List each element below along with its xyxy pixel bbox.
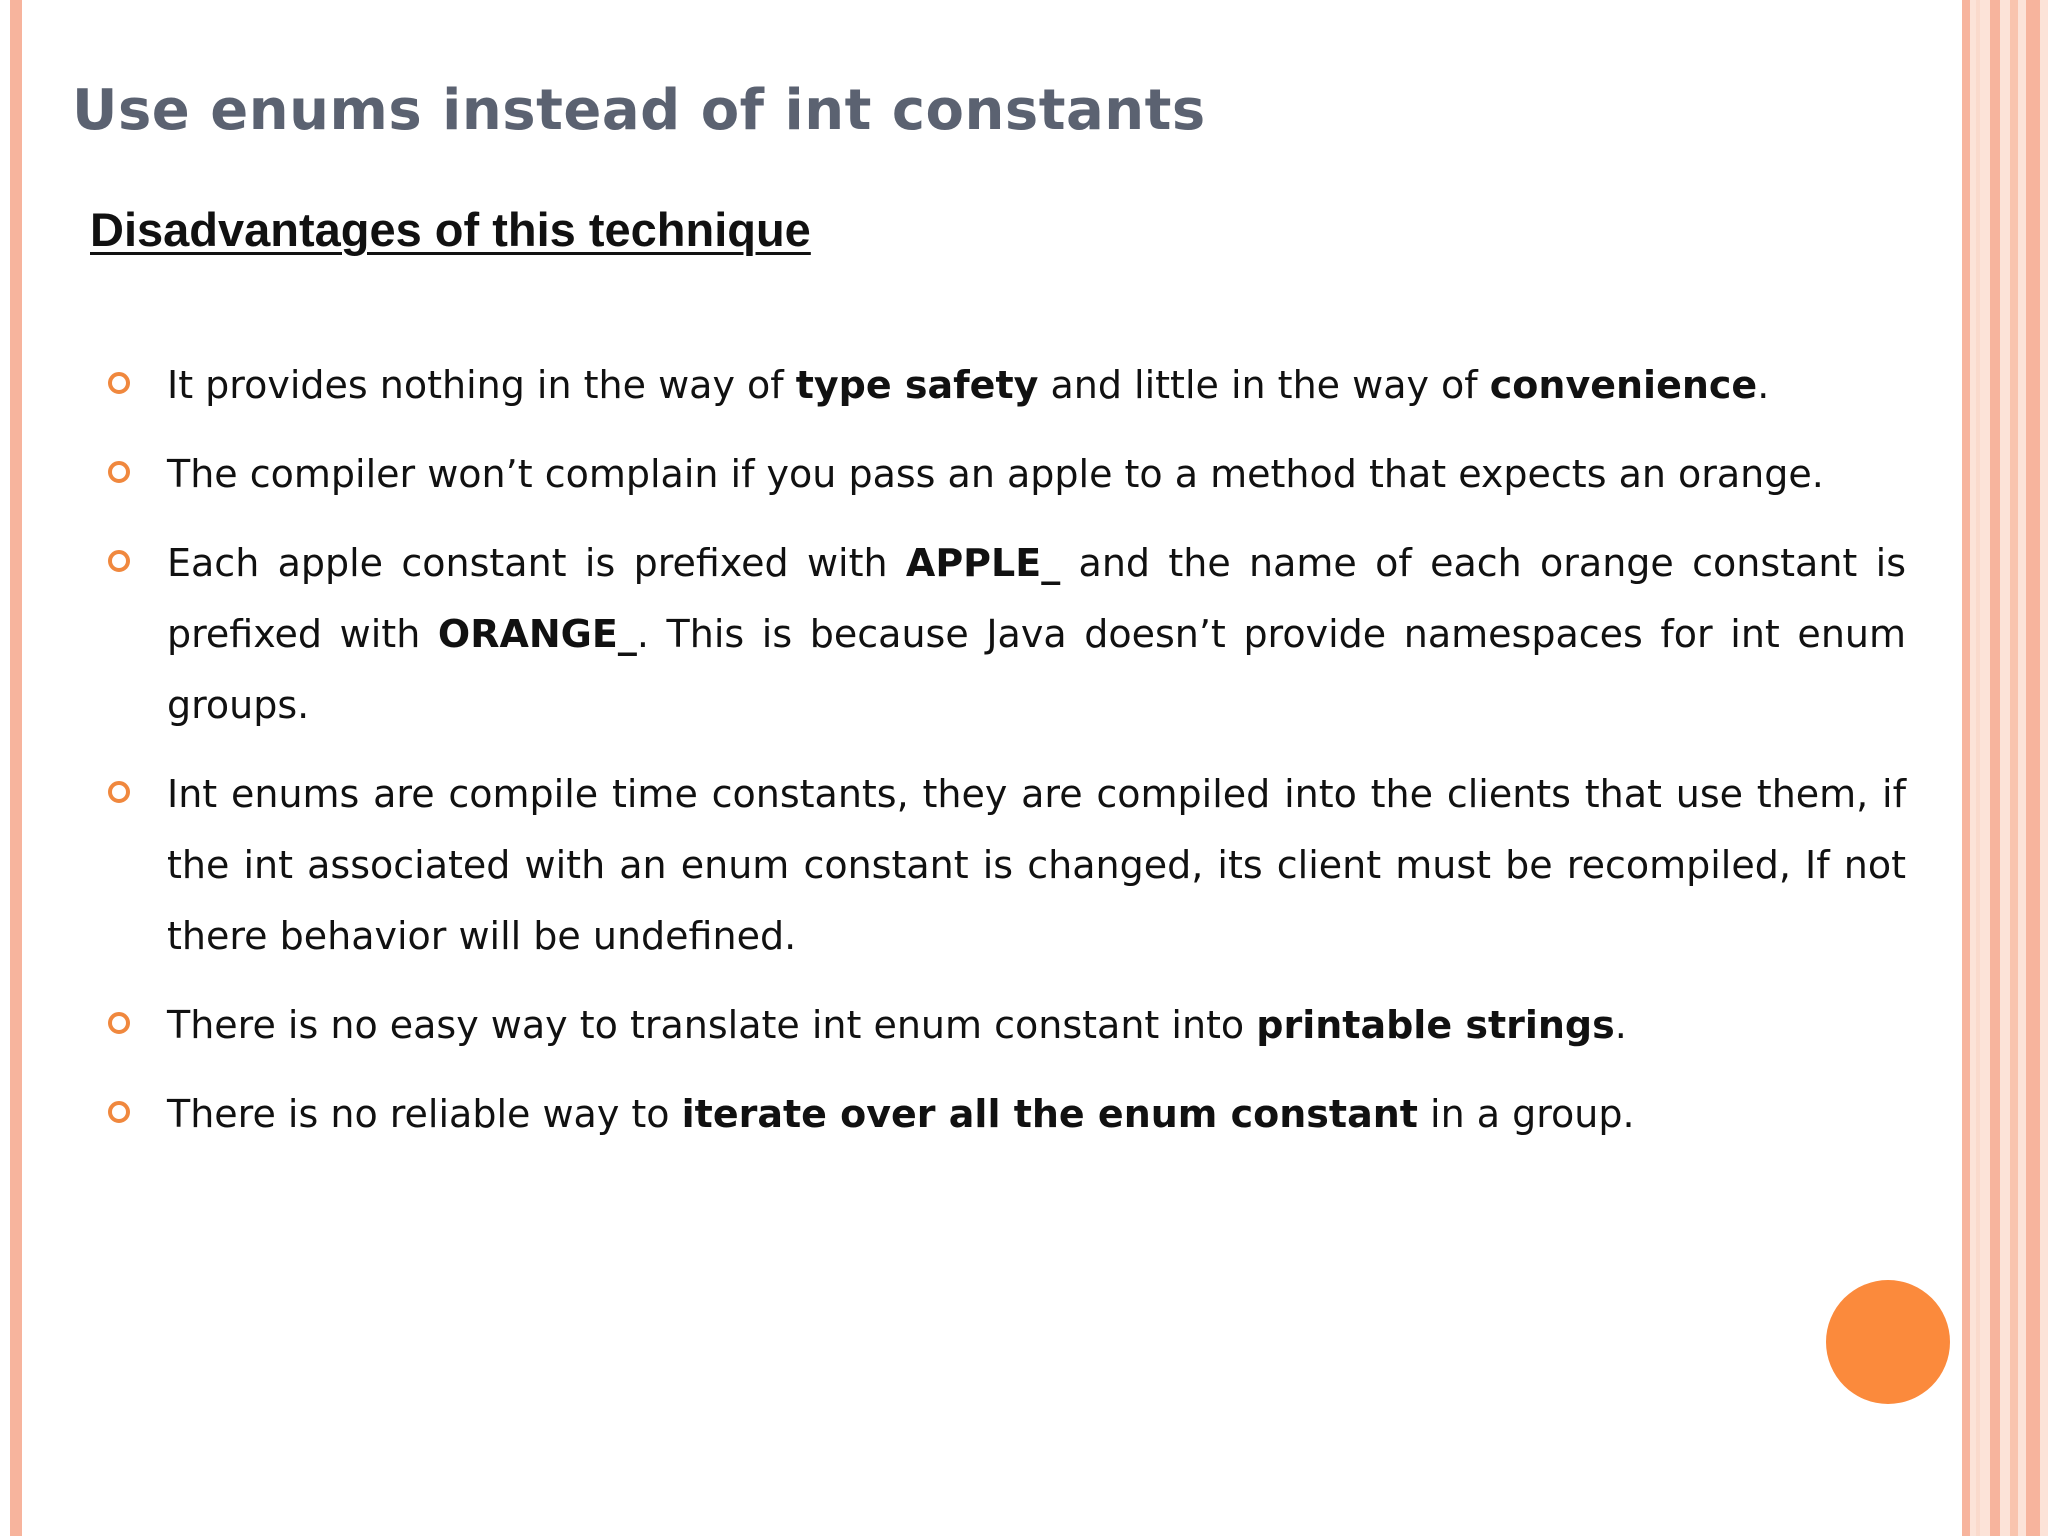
slide-title: Use enums instead of int constants (72, 78, 1206, 143)
ring-bullet-icon (108, 1012, 130, 1034)
bullet-emphasis: ORANGE_ (437, 612, 637, 656)
ring-bullet-icon (108, 372, 130, 394)
bullet-emphasis: printable strings (1256, 1003, 1615, 1047)
bullet-emphasis: APPLE_ (905, 541, 1061, 585)
right-border-stripe (2026, 0, 2040, 1536)
bullet-text: Each apple constant is prefixed with (167, 541, 906, 585)
bullet-text: It provides nothing in the way of (167, 363, 796, 407)
bullet-text: There is no reliable way to (167, 1092, 682, 1136)
bullet-text: and the name of each orange constant is prefixed with (167, 541, 1906, 656)
bullet-text: . (1757, 363, 1770, 407)
bullet-text: in a group. (1417, 1092, 1635, 1136)
orange-circle-icon (1826, 1280, 1950, 1404)
bullet-emphasis: type safety (795, 363, 1039, 407)
bullet-item (0, 1079, 1906, 1150)
ring-bullet-icon (108, 550, 130, 572)
bullet-text: . (1614, 1003, 1627, 1047)
bullet-item (0, 990, 1906, 1061)
right-border-stripe (1990, 0, 2000, 1536)
bullet-list (0, 350, 1960, 1168)
bullet-text: and little in the way of (1038, 363, 1490, 407)
bullet-text: . This is because Java doesn’t provide namespaces for int enum groups. (167, 612, 1907, 727)
ring-bullet-icon (108, 781, 130, 803)
bullet-emphasis: convenience (1489, 363, 1758, 407)
bullet-emphasis: iterate over all the enum constant (681, 1092, 1418, 1136)
bullet-text: Int enums are compile time constants, they are compiled into the clients that use them, if the int associated with an enum constant is changed, its client must be recompiled, If not there behavior will be undefined. (167, 772, 1906, 958)
bullet-item (0, 350, 1906, 421)
right-border-stripe (1976, 0, 1980, 1536)
bullet-text: The compiler won’t complain if you pass an apple to a method that expects an orange. (167, 452, 1824, 496)
ring-bullet-icon (108, 461, 130, 483)
ring-bullet-icon (108, 1101, 130, 1123)
bullet-text: There is no easy way to translate int enum constant into (167, 1003, 1257, 1047)
bullet-item (0, 528, 1906, 741)
right-border-stripe (2010, 0, 2018, 1536)
slide-subtitle: Disadvantages of this technique (90, 203, 811, 256)
bullet-item (0, 439, 1906, 510)
right-border-stripe (1962, 0, 1970, 1536)
bullet-item (0, 759, 1906, 972)
